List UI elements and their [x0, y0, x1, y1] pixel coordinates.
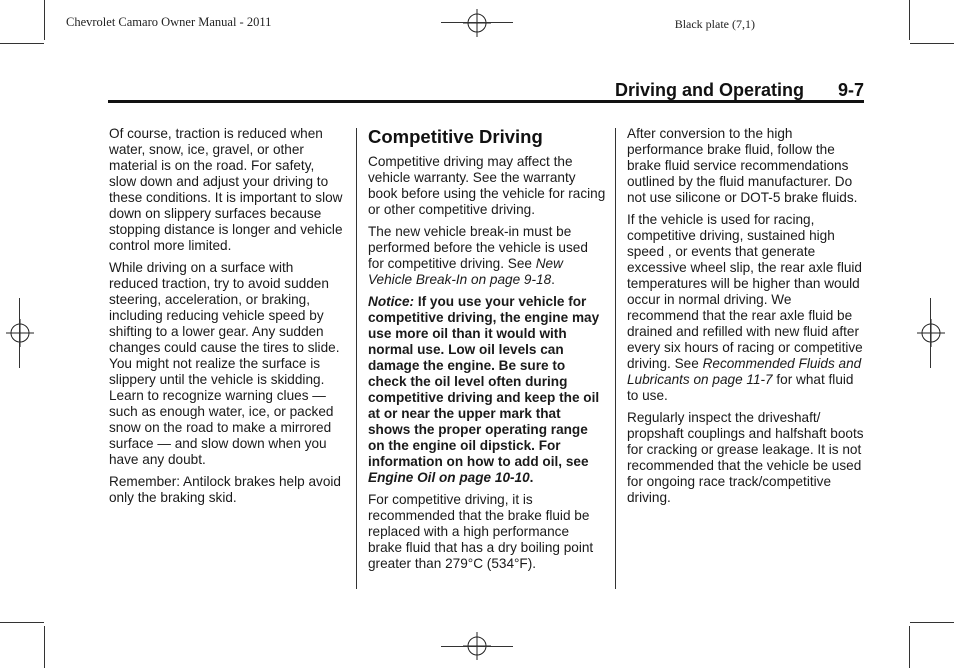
registration-mark-icon [6, 319, 34, 347]
plate-right-text: Black plate (7,1) [674, 17, 755, 31]
header-rule [108, 100, 864, 103]
paragraph: Regularly inspect the driveshaft/ propshaft couplings and halfshaft boots for cracking or grease leakage. It is not recommended that the vehicle be used for ongoing race track/competitive driving. [627, 410, 864, 505]
crop-mark [910, 43, 954, 44]
paragraph-end: . [551, 272, 555, 287]
crop-mark [910, 622, 954, 623]
crop-mark [44, 0, 45, 40]
section-title: Competitive Driving [368, 126, 543, 147]
plate-left-text: Chevrolet Camaro Owner Manual - 2011 [66, 15, 272, 29]
paragraph: Remember: Antilock brakes help avoid only the braking skid. [109, 474, 341, 505]
column-3 [627, 126, 865, 512]
paragraph: Competitive driving may affect the vehicle warranty. See the warranty book before using the vehicle for racing or other competitive driving. [368, 154, 606, 217]
cross-reference-link[interactable]: Engine Oil on page 10-10 [368, 470, 530, 485]
crop-mark [441, 646, 513, 647]
paragraph [368, 224, 606, 288]
registration-mark-icon [463, 9, 491, 37]
crop-mark [0, 43, 44, 44]
notice-text: If you use your vehicle for competitive driving, the engine may use more oil than it would with normal use. Low oil levels can damage the engine. Be sure to check the oil level often during competitive driving and keep the oil at or near the upper mark that shows the proper operating range on the engine oil dipstick. For information on how to add oil, see [368, 294, 600, 469]
cross-reference-link[interactable]: Recommended Fluids and Lubricants on page 11-7 [627, 356, 862, 387]
notice-label: Notice: [368, 294, 415, 309]
section-header: Driving and Operating [614, 80, 804, 100]
registration-mark-icon [917, 319, 945, 347]
paragraph-end: for what fluid to use. [627, 372, 854, 403]
paragraph: While driving on a surface with reduced traction, try to avoid sudden steering, acceleration, or braking, including reducing vehicle speed by shifting to a lower gear. Any sudden changes could cause the tires to slide. You might not realize the surface is slippery until the vehicle is skidding. Learn to recognize warning clues — such as enough water, ice, or packed snow on the road to make a mirrored surface — and slow down when you have any doubt. [109, 260, 340, 467]
notice-paragraph [368, 294, 606, 486]
column-1 [109, 126, 345, 512]
column-divider [356, 128, 357, 589]
cross-reference-link[interactable]: New Vehicle Break-In on page 9-18 [368, 256, 563, 287]
column-divider [615, 128, 616, 589]
paragraph [627, 212, 865, 404]
crop-mark [19, 298, 20, 368]
paragraph-text: If the vehicle is used for racing, competitive driving, sustained high speed , or events that generate excessive wheel slip, the rear axle fluid temperatures will be higher than would occur in normal driving. We recommend that the rear axle fluid be drained and refilled with new fluid after every six hours of racing or competitive driving. See [627, 212, 863, 371]
page-number: 9-7 [837, 80, 864, 100]
paragraph: For competitive driving, it is recommended that the brake fluid be replaced with a high performance brake fluid that has a dry boiling point greater than 279°C (534°F). [368, 492, 594, 571]
crop-mark [909, 626, 910, 668]
paragraph-text: The new vehicle break-in must be performed before the vehicle is used for competitive driving. See [368, 224, 588, 271]
paragraph: Of course, traction is reduced when water, snow, ice, gravel, or other material is on the road. For safety, slow down and adjust your driving to these conditions. It is important to slow down on slippery surfaces because stopping distance is longer and vehicle control more limited. [109, 126, 343, 253]
crop-mark [44, 626, 45, 668]
crop-mark [0, 622, 44, 623]
notice-end: . [529, 470, 534, 485]
crop-mark [441, 22, 513, 23]
crop-mark [930, 298, 931, 368]
crop-mark [909, 0, 910, 40]
paragraph: After conversion to the high performance brake fluid, follow the brake fluid service recommendations outlined by the fluid manufacturer. Do not use silicone or DOT-5 brake fluids. [627, 126, 858, 205]
column-2 [368, 126, 606, 578]
